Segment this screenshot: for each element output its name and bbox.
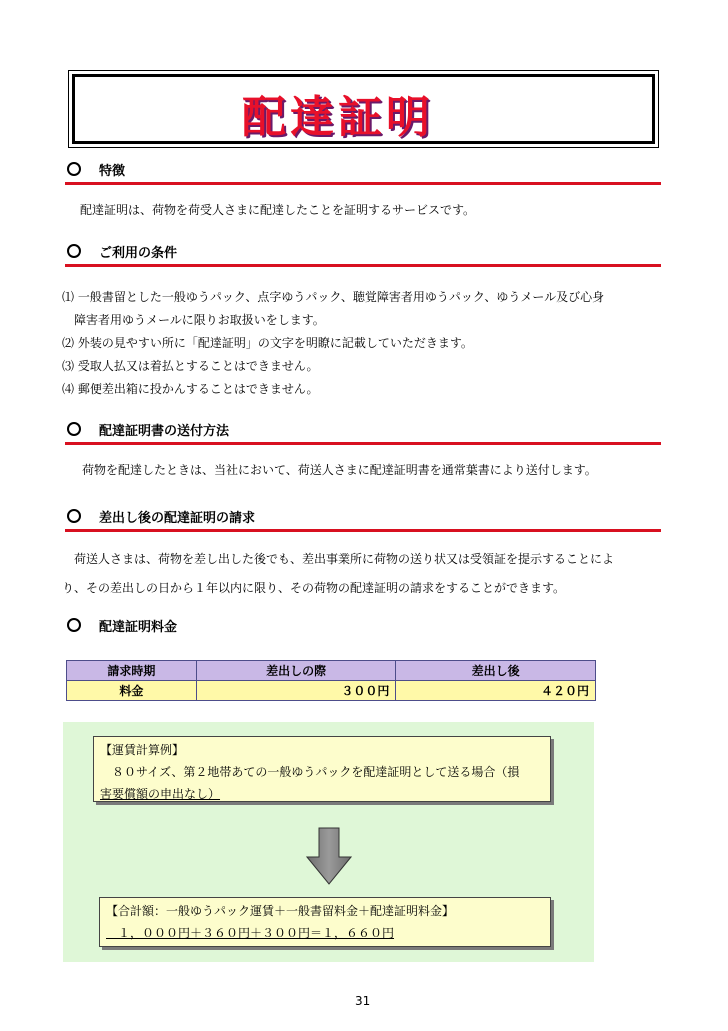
text-line: り、その差出しの日から１年以内に限り、その荷物の配達証明の請求をすることができます。 [62, 581, 566, 595]
list-item: ⑴ 一般書留とした一般ゆうパック、点字ゆうパック、聴覚障害者用ゆうパック、ゆうメール及び心身 [62, 290, 605, 304]
table-header-cell: 差出しの際 [196, 661, 396, 681]
circle-bullet-icon [67, 162, 81, 176]
table-cell: ４２０円 [396, 681, 596, 701]
page-number: 31 [355, 994, 371, 1008]
calc-total-formula: １，０００円＋３６０円＋３００円＝１，６６０円 [106, 926, 395, 940]
list-item: ⑵ 外装の見やすい所に「配達証明」の文字を明瞭に記載していただきます。 [62, 336, 473, 350]
table-row [67, 681, 596, 701]
section-features-heading [65, 158, 665, 185]
down-arrow-icon [306, 827, 352, 885]
conditions-list [62, 286, 672, 401]
section-title: 差出し後の配達証明の請求 [99, 510, 256, 526]
section-title: 配達証明書の送付方法 [99, 423, 230, 439]
calc-total-label: 【合計額：一般ゆうパック運賃＋一般書留料金＋配達証明料金】 [106, 904, 455, 918]
calc-example-line: 害要償額の申出なし） [100, 787, 221, 801]
circle-bullet-icon [67, 509, 81, 523]
calc-example-label: 【運賃計算例】 [100, 743, 185, 757]
table-header-row [67, 661, 596, 681]
section-title: ご利用の条件 [99, 245, 178, 261]
section-rule [65, 529, 661, 532]
page-title: 配達証明 [242, 92, 434, 143]
list-item: 障害者用ゆうメールに限りお取扱いをします。 [62, 313, 325, 327]
section-title: 特徴 [99, 163, 126, 179]
section-title: 配達証明料金 [99, 619, 178, 635]
table-header-cell: 請求時期 [67, 661, 197, 681]
sending-text: 荷物を配達したときは、当社において、荷送人さまに配達証明書を通常葉書により送付します。 [82, 463, 597, 477]
text-line: 荷送人さまは、荷物を差し出した後でも、差出事業所に荷物の送り状又は受領証を提示することによ [62, 552, 615, 566]
table-cell: 料金 [67, 681, 197, 701]
section-rule [65, 442, 661, 445]
list-item: ⑷ 郵便差出箱に投かんすることはできません。 [62, 382, 319, 396]
title-frame-inner [72, 74, 655, 144]
fee-table [66, 660, 596, 701]
section-rule [65, 182, 661, 185]
circle-bullet-icon [67, 618, 81, 632]
calc-example-line: ８０サイズ、第２地帯あての一般ゆうパックを配達証明として送る場合（損 [100, 765, 520, 779]
section-fee-heading [65, 614, 665, 636]
table-header-cell: 差出し後 [396, 661, 596, 681]
features-text: 配達証明は、荷物を荷受人さまに配達したことを証明するサービスです。 [80, 203, 476, 217]
section-conditions-heading [65, 240, 665, 267]
section-sending-heading [65, 418, 665, 445]
table-cell: ３００円 [196, 681, 396, 701]
request-text [62, 545, 672, 603]
circle-bullet-icon [67, 422, 81, 436]
section-rule [65, 264, 661, 267]
section-request-heading [65, 505, 665, 532]
title-frame [68, 70, 659, 148]
list-item: ⑶ 受取人払又は着払とすることはできません。 [62, 359, 319, 373]
calc-example-box [93, 736, 551, 802]
calc-total-box [99, 897, 551, 947]
circle-bullet-icon [67, 244, 81, 258]
calc-example-area [63, 722, 594, 962]
